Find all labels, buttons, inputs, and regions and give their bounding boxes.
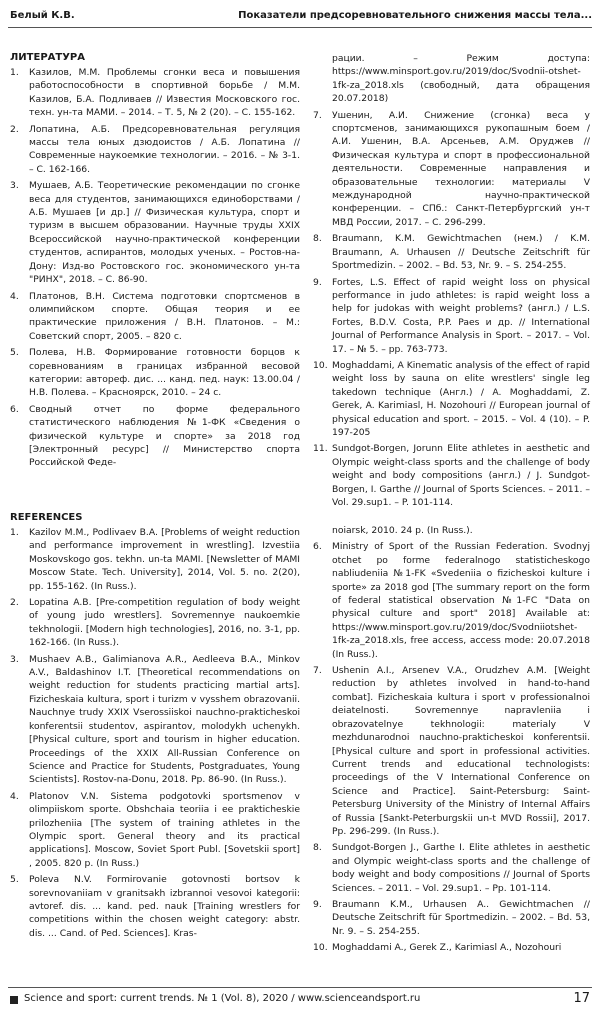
reference-number: 5.	[10, 347, 19, 359]
reference-text: Lopatina A.B. [Pre-competition regulation of body weight of young judo wrestlers]. Sovremennye naukoemkie tekhnologii. [Modern high technologies], 2016, no. 3-1, pp. 162-166. (In Russ.).	[29, 597, 300, 649]
reference-text: Fortes, L.S. Effect of rapid weight loss on physical performance in judo athletes: is rapid weight loss a help for judokas with weight problems? (англ.) / L.S. Fortes, B.D.V. Costa, P.P. Paes и др. // International Journal of Performance Analysis in Sport. – 2017. – Vol. 17. – № 5. – pp. 763-773.	[332, 276, 590, 355]
reference-text: Платонов, В.Н. Система подготовки спортсменов в олимпийском спорте. Общая теория и ее практические приложения / В.Н. Платонов. – М.: Советский спорт, 2005. – 820 с.	[29, 290, 300, 342]
reference-text: Braumann K.M., Urhausen A.. Gewichtmachen // Deutsche Zeitschrift für Sportmedizin. – 2002. – Bd. 53, Nr. 9. – S. 254-255.	[332, 898, 590, 937]
reference-text: Kazilov M.M., Podlivaev B.A. [Problems of weight reduction and performance improvement in wrestling]. Izvestiia Moskovskogo gos. tekhn. un-ta MAMI. [Newsletter of MAMI Moscow State. Tech. University], 2014, Vol. 5. no. 2(20), pp. 155-162. (In Russ.).	[29, 527, 300, 592]
reference-item	[10, 873, 300, 940]
reference-item	[313, 442, 590, 509]
literature-title: ЛИТЕРАТУРА	[10, 52, 85, 63]
references-section	[10, 512, 590, 982]
reference-text: Сводный отчет по форме федерального статистического наблюдения №1-ФК «Сведения о физической культуре и спорте» за 2018 год [Электронный ресурс] // Министерство спорта Российской Феде-	[29, 403, 300, 469]
reference-number: 2.	[10, 123, 19, 135]
reference-number: 9.	[313, 898, 322, 910]
reference-item	[10, 123, 300, 177]
reference-continuation: noiarsk, 2010. 24 p. (In Russ.).	[332, 525, 473, 536]
reference-number: 10.	[313, 942, 328, 954]
reference-text: Platonov V.N. Sistema podgotovki sportsmenov v olimpiiskom sporte. Obshchaia teoriia i ee prakticheskie prilozheniia [The system of training athletes in the Olympic sport. General theory and its practical applications]. Moscow, Soviet Sport Publ. [Sovetskii sport] , 2005. 820 p. (In Russ.)	[29, 790, 300, 869]
literature-section	[10, 52, 590, 508]
reference-text: Полева, Н.В. Формирование готовности борцов к соревнованиям в границах избранной весовой категории: автореф. дис. ... канд. пед. наук: 13.00.04 / Н.В. Полева. – Красноярск, 2010. – 24 с.	[29, 347, 300, 399]
reference-number: 6.	[10, 403, 19, 415]
reference-number: 3.	[10, 653, 19, 665]
header-title: Показатели предсоревновательного снижения массы тела...	[238, 10, 592, 21]
reference-item	[10, 596, 300, 650]
reference-item	[313, 276, 590, 356]
reference-text: Sundgot-Borgen, Jorunn Elite athletes in aesthetic and Olympic weight-class sports and the challenge of body weight and body compositions (англ.) / J. Sundgot-Borgen, I. Garthe // Journal of Sports Sciences. – 2011. – Vol. 29.sup1. – P. 101-114.	[332, 443, 590, 508]
reference-item	[10, 179, 300, 286]
page-header	[0, 0, 600, 30]
literature-right-column	[313, 52, 590, 512]
reference-item	[313, 841, 590, 895]
reference-item	[10, 290, 300, 344]
reference-number: 3.	[10, 180, 19, 192]
footer-divider	[8, 987, 592, 988]
reference-item	[10, 346, 300, 400]
reference-number: 8.	[313, 842, 322, 854]
reference-text: Казилов, М.М. Проблемы сгонки веса и повышения работоспособности в спортивной борьбе / М.М. Казилов, Б.А. Подливаев // Известия Московского гос. техн. ун-та МАМИ. – 2014. – Т. 5, № 2 (20). – С. 155-162.	[29, 67, 300, 119]
reference-item	[313, 359, 590, 439]
reference-number: 11.	[313, 443, 328, 455]
reference-number: 8.	[313, 233, 322, 245]
reference-item	[10, 653, 300, 787]
reference-text: Ushenin A.I., Arsenev V.A., Orudzhev A.M. [Weight reduction by athletes involved in hand-to-hand combat]. Fizicheskaia kultura i sport v professionalnoi deiatelnosti. Sovremennye napravleniia i obrazovatelnye tekhnologii: materialy V mezhdunarodnoi nauchno-prakticheskoi konferentsii. [Physical culture and sport in professional activities. Current trends and educational technologists: proceedings of the V International Conference on Science and Practice]. Saint-Petersburg: Saint-Petersburg University of the Ministry of Internal Affairs of Russia [Sankt-Peterburgskii un-t MVD Rossii], 2017. Pp. 296-299. (In Russ.).	[332, 665, 590, 837]
reference-item	[10, 66, 300, 120]
reference-number: 1.	[10, 527, 19, 538]
reference-number: 4.	[10, 290, 19, 302]
reference-number: 6.	[313, 541, 322, 553]
reference-item	[313, 540, 590, 661]
reference-number: 4.	[10, 790, 19, 802]
reference-item	[313, 664, 590, 838]
reference-text: Poleva N.V. Formirovanie gotovnosti bortsov k sorevnovaniiam v granitsakh izbrannoi vesovoi kategorii: avtoref. dis. ... kand. ped. nauk [Training wrestlers for competitions within the chosen weight category: abstr. dis. ... Cand. of Ped. Sciences]. Kras-	[29, 874, 300, 939]
reference-item	[10, 790, 300, 870]
footer-journal: Science and sport: current trends. № 1 (Vol. 8), 2020 / www.scienceandsport.ru	[24, 993, 421, 1004]
reference-item	[313, 898, 590, 938]
reference-text: Mushaev A.B., Galimianova A.R., Aedleeva B.A., Minkov A.V., Baldashinov I.T. [Theoretical recommendations on weight reduction for students practicing martial arts]. Fizicheskaia kultura, sport i turizm v vysshem obrazovanii. Nauchnye trudy XXIX Vserossiiskoi nauchno-prakticheskoi konferentsii studentov, aspirantov, molodykh uchenykh. [Physical culture, sport and tourism in higher education. Proceedings of the XXIX All-Russian Conference on Science and Practice for Students, Postgraduates, Young Scientists]. Rostov-na-Donu, 2018. Pp. 86-90. (In Russ.).	[29, 653, 300, 786]
reference-text: Мушаев, А.Б. Теоретические рекомендации по сгонке веса для студентов, занимающихся единоборствами / А.Б. Мушаев [и др.] // Физическая культура, спорт и туризм в высшем образовании. Научные труды XXIX Всероссийской научно-практической конференции студентов, аспирантов, молодых ученых. – Ростов-на-Дону: Изд-во Ростовского гос. экономического ун-та "РИНХ", 2018. – С. 86-90.	[29, 180, 300, 286]
header-author: Белый К.В.	[10, 10, 75, 21]
page-number: 17	[573, 991, 590, 1006]
reference-item	[313, 109, 590, 230]
reference-number: 10.	[313, 359, 328, 371]
reference-text: Moghaddami A., Gerek Z., Karimiasl A., Nozohouri	[332, 942, 562, 954]
reference-text: Sundgot-Borgen J., Garthe I. Elite athletes in aesthetic and Olympic weight-class sports and the challenge of body weight and body compositions // Journal of Sports Sciences. – 2011. – Vol. 29.sup1. – Pp. 101-114.	[332, 842, 590, 894]
reference-number: 9.	[313, 276, 322, 288]
reference-number: 1.	[10, 67, 19, 78]
reference-text: Moghaddami, A Kinematic analysis of the effect of rapid weight loss by sauna on elite wrestlers' single leg takedown technique (Англ.) / A. Moghaddami, Z. Gerek, A. Karimiasl, H. Nozohouri // European journal of physical education and sport. – 2015. – Vol. 4 (10). – P. 197-205	[332, 359, 590, 438]
reference-item	[313, 232, 590, 272]
reference-item	[10, 526, 300, 593]
references-title: REFERENCES	[10, 512, 83, 523]
square-bullet-icon	[10, 996, 18, 1004]
reference-number: 2.	[10, 597, 19, 609]
reference-number: 5.	[10, 874, 19, 886]
reference-text: Ministry of Sport of the Russian Federation. Svodnyj otchet po forme federalnogo statisticheskogo nabliudeniia №1-FK «Svedeniia o fizicheskoi kulture i sporte» za 2018 god [The summary report on the form of federal statistical observation №1-FC "Data on physical culture and sport" 2018] Available at: https://www.minsport.gov.ru/2019/doc/Svodniiotshet-1fk-za_2018.xls, free access, access mode: 20.07.2018 (In Russ.).	[332, 541, 590, 660]
references-right-column	[313, 524, 590, 958]
reference-continuation: рации. – Режим доступа: https://www.minsport.gov.ru/2019/doc/Svodnii-otshet-1fk-za_2018.xls (свободный, дата обращения 20.07.2018)	[332, 53, 590, 105]
reference-item	[10, 403, 300, 470]
reference-text: Braumann, K.M. Gewichtmachen (нем.) / K.M. Braumann, A. Urhausen // Deutsche Zeitschrift für Sportmedizin. – 2002. – Bd. 53, Nr. 9. – S. 254-255.	[332, 233, 590, 272]
literature-left-column	[10, 52, 300, 473]
reference-item	[313, 941, 590, 954]
references-left-column	[10, 512, 300, 943]
reference-number: 7.	[313, 109, 322, 121]
header-divider	[8, 27, 592, 28]
reference-number: 7.	[313, 665, 322, 677]
reference-text: Ушенин, А.И. Снижение (сгонка) веса у спортсменов, занимающихся рукопашным боем / А.И. Ушенин, В.А. Арсеньев, А.М. Оруджев // Физическая культура и спорт в профессиональной деятельности. Современные направления и образовательные технологии: материалы V международной научно-практической конференции. – СПб.: Санкт-Петербургский ун-т МВД России, 2017. – С. 296-299.	[332, 109, 590, 228]
reference-text: Лопатина, А.Б. Предсоревновательная регуляция массы тела юных дзюдоистов / А.Б. Лопатина // Современные наукоемкие технологии. – 2016. – № 3-1. – С. 162-166.	[29, 123, 300, 175]
page-footer	[0, 982, 600, 1010]
